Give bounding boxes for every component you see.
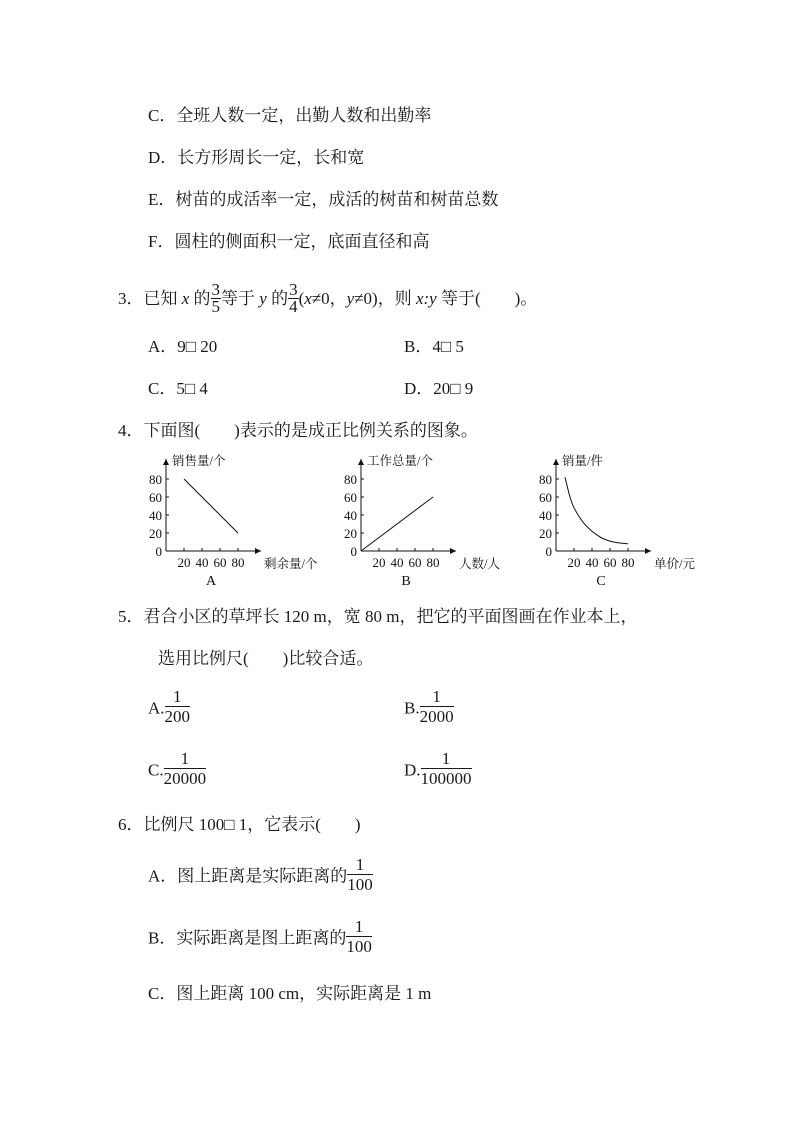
question-number: 4．: [118, 421, 144, 440]
fraction: [164, 750, 207, 789]
q5-stem-line2: [158, 649, 373, 669]
option-text: 4□ 5: [432, 337, 464, 356]
q3-option-b: [404, 337, 464, 357]
q3-text: 的: [266, 289, 289, 308]
y-tick-label: 20: [539, 526, 552, 541]
q3-text: 等于: [221, 289, 260, 308]
graph-b: [333, 450, 513, 595]
numerator: 1: [420, 688, 454, 707]
q3-option-d: [404, 379, 473, 399]
q5-text: 选用比例尺( )比较合适。: [158, 649, 374, 668]
x-axis-arrow-icon: [450, 548, 456, 554]
x-axis-label: 单价/元: [654, 557, 695, 571]
x-tick-label: 20: [567, 555, 581, 570]
denominator: 2000: [419, 707, 454, 726]
q3-option-a: [148, 337, 217, 357]
q2-option-c: [148, 106, 431, 126]
y-tick-label: 20: [344, 526, 357, 541]
q6-option-c: [148, 984, 431, 1004]
option-label: C．: [148, 106, 177, 125]
x-tick-label: 60: [408, 555, 422, 570]
var-x: x: [304, 289, 312, 308]
y-tick-label: 60: [539, 490, 552, 505]
q4-stem: [118, 421, 478, 441]
x-tick-label: 80: [621, 555, 635, 570]
y-axis-arrow-icon: [553, 459, 559, 465]
option-text: 5□ 4: [176, 379, 208, 398]
x-tick-label: 80: [231, 555, 245, 570]
ratio-xy: x:y: [415, 289, 437, 308]
x-tick-label: 80: [426, 555, 440, 570]
y-tick-label: 0: [350, 544, 357, 559]
q2-option-e: [148, 190, 498, 210]
q3-text: 已知: [143, 289, 182, 308]
x-axis-arrow-icon: [645, 548, 651, 554]
y-axis-label: 工作总量/个: [367, 454, 433, 468]
series-line: [565, 477, 628, 544]
q3-text: 的: [189, 289, 211, 308]
var-x: x: [181, 289, 190, 308]
q6-option-b: [148, 917, 372, 959]
denominator: 4: [289, 296, 298, 316]
q6-option-a: [148, 855, 373, 897]
option-text: 图上距离 100 cm，实际距离是 1 m: [176, 984, 432, 1003]
q3-text: ≠0)，则: [354, 289, 416, 308]
option-text: 圆柱的侧面积一定，底面直径和高: [174, 232, 430, 251]
denominator: 200: [164, 707, 191, 726]
option-text: 20□ 9: [433, 379, 474, 398]
q6-text: 比例尺 100□ 1，它表示( ): [143, 815, 361, 834]
option-label: F．: [148, 232, 175, 251]
numerator: 3: [289, 279, 298, 299]
x-tick-label: 60: [213, 555, 227, 570]
fraction: [420, 688, 454, 727]
y-tick-label: 20: [149, 526, 162, 541]
graph-title: A: [205, 574, 217, 589]
option-label: B．: [148, 928, 177, 948]
x-axis-arrow-icon: [255, 548, 261, 554]
graph-b-svg: [333, 450, 513, 590]
x-tick-label: 20: [372, 555, 386, 570]
q3-option-c: [148, 379, 208, 399]
q3-text: (: [298, 289, 305, 308]
var-y: y: [259, 289, 267, 308]
fraction: [347, 856, 373, 895]
series-line: [184, 479, 238, 533]
x-tick-label: 20: [177, 555, 191, 570]
question-number: 5．: [118, 607, 144, 626]
graph-title: B: [401, 574, 411, 589]
question-number: 3．: [118, 289, 144, 308]
q2-option-d: [148, 148, 364, 168]
option-text: 图上距离是实际距离的: [177, 866, 348, 886]
y-tick-label: 40: [149, 508, 162, 523]
denominator: 5: [211, 296, 221, 316]
fraction: [346, 918, 372, 957]
y-tick-label: 80: [539, 472, 552, 487]
fraction-3-4: [288, 279, 299, 316]
option-text: 长方形周长一定，长和宽: [177, 148, 365, 167]
q6-stem: [118, 815, 361, 835]
option-label: E．: [148, 190, 176, 209]
graph-c: [528, 450, 708, 595]
q5-stem-line1: [118, 607, 637, 627]
option-label: D．: [148, 148, 178, 167]
numerator: 1: [421, 750, 472, 769]
y-tick-label: 0: [155, 544, 162, 559]
q4-text: 下面图( )表示的是成正比例关系的图象。: [143, 421, 478, 440]
q5-option-c: [148, 749, 207, 791]
graph-a-svg: [138, 450, 318, 590]
q3-text: ≠0，: [311, 289, 347, 308]
q5-option-d: [404, 749, 472, 791]
denominator: 20000: [163, 769, 207, 788]
y-tick-label: 40: [344, 508, 357, 523]
option-label: C．: [148, 984, 177, 1003]
series-line: [361, 497, 433, 551]
x-tick-label: 40: [195, 555, 209, 570]
option-label: B．: [404, 337, 433, 356]
q5-text: 君合小区的草坪长 120 m，宽 80 m，把它的平面图画在作业本上，: [143, 607, 638, 626]
numerator: 1: [347, 856, 373, 875]
denominator: 100: [346, 937, 372, 956]
option-label: A．: [148, 866, 178, 886]
q3-text: 等于( )。: [436, 289, 538, 308]
fraction-3-5: [211, 279, 222, 316]
option-text: 树苗的成活率一定，成活的树苗和树苗总数: [175, 190, 499, 209]
option-text: 实际距离是图上距离的: [176, 928, 347, 948]
y-tick-label: 40: [539, 508, 552, 523]
denominator: 100000: [420, 769, 472, 788]
numerator: 1: [346, 918, 372, 937]
fraction: [421, 750, 472, 789]
graph-title: C: [596, 574, 606, 589]
y-tick-label: 60: [149, 490, 162, 505]
y-tick-label: 80: [344, 472, 357, 487]
x-axis-label: 剩余量/个: [264, 557, 318, 571]
option-label: B.: [404, 698, 420, 718]
y-axis-arrow-icon: [358, 459, 364, 465]
option-text: 9□ 20: [177, 337, 218, 356]
x-tick-label: 60: [603, 555, 617, 570]
option-label: D．: [404, 379, 434, 398]
x-tick-label: 40: [390, 555, 404, 570]
numerator: 1: [164, 750, 207, 769]
denominator: 100: [347, 875, 373, 894]
option-label: D.: [404, 760, 421, 780]
y-axis-arrow-icon: [163, 459, 169, 465]
option-label: C．: [148, 379, 177, 398]
y-tick-label: 0: [545, 544, 552, 559]
graph-c-svg: [528, 450, 708, 590]
x-axis-label: 人数/人: [459, 557, 500, 571]
var-y: y: [346, 289, 355, 308]
y-tick-label: 60: [344, 490, 357, 505]
y-axis-label: 销售量/个: [172, 454, 226, 468]
option-label: A．: [148, 337, 178, 356]
y-tick-label: 80: [149, 472, 162, 487]
question-number: 6．: [118, 815, 144, 834]
x-tick-label: 40: [585, 555, 599, 570]
q5-option-a: [148, 687, 191, 729]
option-label: A.: [148, 698, 165, 718]
option-text: 全班人数一定，出勤人数和出勤率: [176, 106, 432, 125]
numerator: 3: [211, 279, 221, 299]
q2-option-f: [148, 232, 429, 252]
q5-option-b: [404, 687, 454, 729]
numerator: 1: [165, 688, 191, 707]
graph-a: [138, 450, 318, 595]
option-label: C.: [148, 760, 164, 780]
q3-stem: [118, 280, 537, 318]
y-axis-label: 销量/件: [562, 454, 603, 468]
fraction: [165, 688, 191, 727]
